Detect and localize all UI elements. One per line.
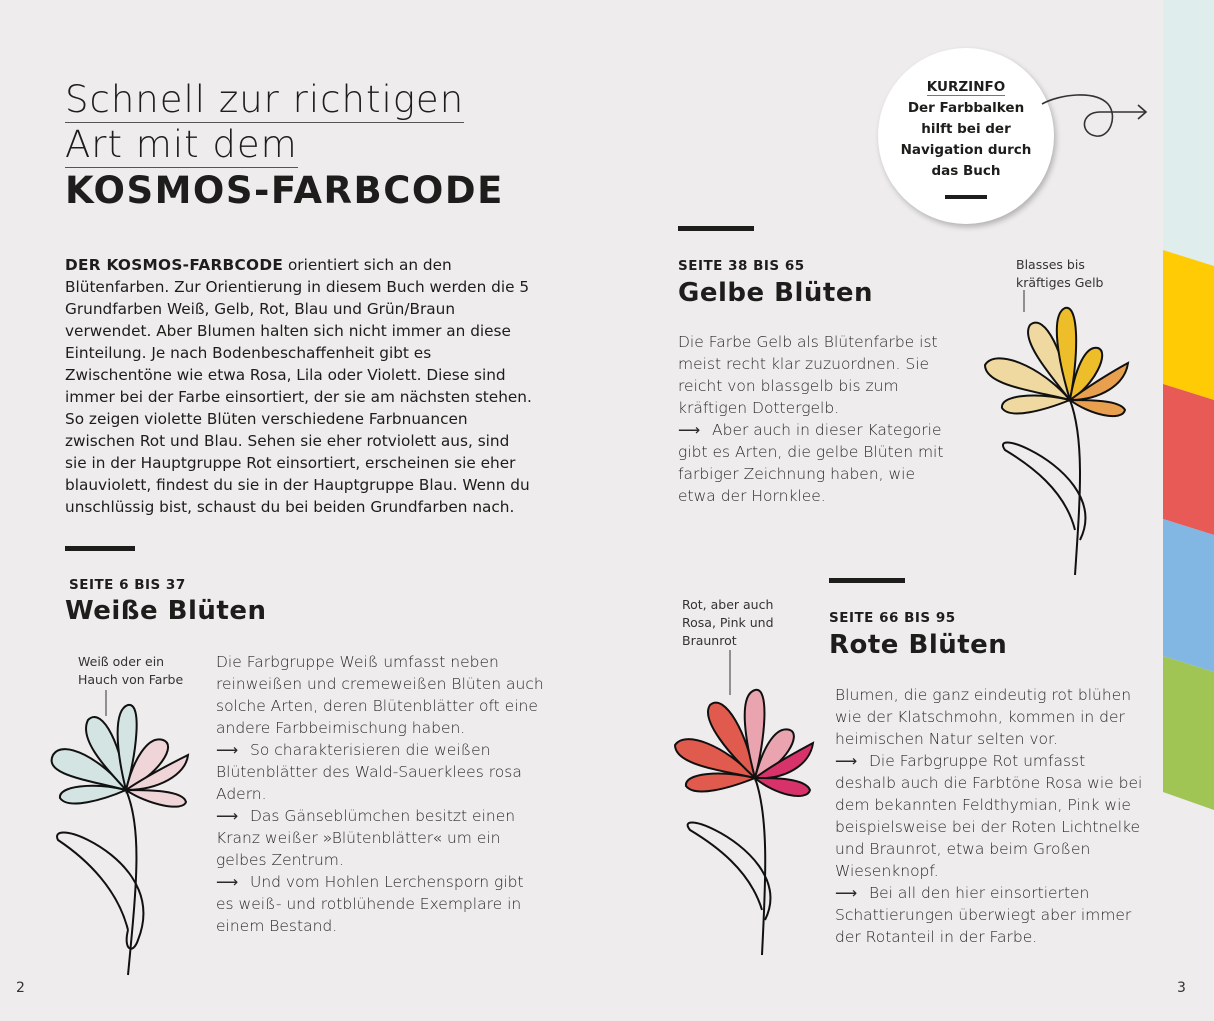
yellow-pages: SEITE 38 BIS 65 [678,258,805,274]
yellow-title: Gelbe Blüten [678,278,873,308]
yellow-flower-illustration [980,290,1130,575]
red-point: ⟶ Die Farbgruppe Rot umfasst deshalb auch die Farbtöne Rosa wie bei dem bekannten Feldthymian, Pink wie beispielsweise bei der Roten Lichtnelke und Braunrot, etwa beim Großen Wiesenknopf. [835,752,1143,880]
kurzinfo-line: Navigation durch [900,142,1032,158]
kurzinfo-label: KURZINFO [926,79,1006,95]
caption-line: kräftiges Gelb [1016,275,1104,290]
kurzinfo-divider [945,195,987,199]
red-title: Rote Blüten [829,630,1008,660]
arrow-right-icon: ⟶ [216,741,239,759]
kurzinfo-line: hilft bei der [921,121,1011,137]
caption-line: Braunrot [682,633,737,648]
red-flower-illustration [670,650,820,960]
arrow-right-icon: ⟶ [835,752,858,770]
red-intro: Blumen, die ganz eindeutig rot blühen wie der Klatschmohn, kommen in der heimischen Natur selten vor. [835,686,1132,748]
intro-paragraph [65,254,535,518]
color-tab-blue[interactable] [1163,519,1214,672]
yellow-description [678,331,956,507]
red-pages: SEITE 66 BIS 95 [829,610,956,626]
white-point: ⟶ So charakterisieren die weißen Blütenblätter des Wald-Sauerklees rosa Adern. [216,741,522,803]
color-tab-green[interactable] [1163,656,1214,810]
color-tab-yellow[interactable] [1163,250,1214,400]
white-point: ⟶ Das Gänseblümchen besitzt einen Kranz weißer »Blütenblätter« um ein gelbes Zentrum. [216,807,516,869]
caption-line: Blasses bis [1016,257,1085,272]
white-caption [78,653,183,689]
section-divider [678,226,754,231]
intro-text: orientiert sich an den Blütenfarben. Zur Orientierung in diesem Buch werden die 5 Grundfarben Weiß, Gelb, Rot, Blau und Grün/Braun verwendet. Aber Blumen halten sich nicht immer an diese Einteilung. Je nach Bodenbeschaffenheit gibt es Zwischentöne wie etwa Rosa, Lila oder Violett. Diese sind immer bei der Farbe einsortiert, der sie am nächsten stehen. So zeigen violette Blüten verschiedene Farbnuancen zwischen Rot und Blau. Sehen sie eher rotviolett aus, sind sie in der Hauptgruppe Rot einsortiert, erscheinen sie eher blauviolett, findest du sie in der Hauptgruppe Blau. Wenn du unschlüssig bist, schaust du bei beiden Grundfarben nach. [65,256,532,516]
arrow-right-icon: ⟶ [835,884,858,902]
arrow-right-icon: ⟶ [216,873,239,891]
yellow-caption [1016,256,1104,292]
kurzinfo-line: das Buch [931,163,1001,179]
white-title: Weiße Blüten [65,596,267,626]
color-tab-red[interactable] [1163,384,1214,535]
color-tab-white[interactable] [1163,0,1214,266]
red-description [835,684,1147,948]
title-line-2: Art mit dem [65,123,298,166]
kurzinfo-line: Der Farbbalken [907,100,1025,116]
page-number-right: 3 [1177,980,1186,996]
white-pages: SEITE 6 BIS 37 [69,577,186,593]
yellow-point: ⟶ Aber auch in dieser Kategorie gibt es Arten, die gelbe Blüten mit farbiger Zeichnung haben, wie etwa der Hornklee. [678,421,944,505]
kurzinfo-badge [878,48,1054,224]
section-divider [829,578,905,583]
page-number-left: 2 [16,980,25,996]
arrow-right-icon: ⟶ [216,807,239,825]
white-point: ⟶ Und vom Hohlen Lerchensporn gibt es weiß- und rotblühende Exemplare in einem Bestand. [216,873,524,935]
title-line-1: Schnell zur richtigen [65,78,465,121]
curly-arrow-right-icon [1040,90,1155,145]
caption-line: Rosa, Pink und [682,615,774,630]
caption-line: Weiß oder ein [78,654,165,669]
yellow-intro: Die Farbe Gelb als Blütenfarbe ist meist recht klar zuzuordnen. Sie reicht von blassgelb bis zum kräftigen Dottergelb. [678,333,938,417]
white-intro: Die Farbgruppe Weiß umfasst neben reinweißen und cremeweißen Blüten auch solche Arten, deren Blütenblätter oft eine andere Farbbeimischung haben. [216,653,544,737]
page-title [65,78,504,214]
title-bold: KOSMOS-FARBCODE [65,169,504,212]
caption-line: Hauch von Farbe [78,672,184,687]
section-divider [65,546,135,551]
arrow-right-icon: ⟶ [678,421,701,439]
red-caption [682,596,774,650]
red-point: ⟶ Bei all den hier einsortierten Schattierungen überwiegt aber immer der Rotanteil in der Farbe. [835,884,1132,946]
caption-line: Rot, aber auch [682,597,774,612]
white-description [216,651,546,937]
white-flower-illustration [48,690,198,980]
intro-lead: DER KOSMOS-FARBCODE [65,256,284,274]
